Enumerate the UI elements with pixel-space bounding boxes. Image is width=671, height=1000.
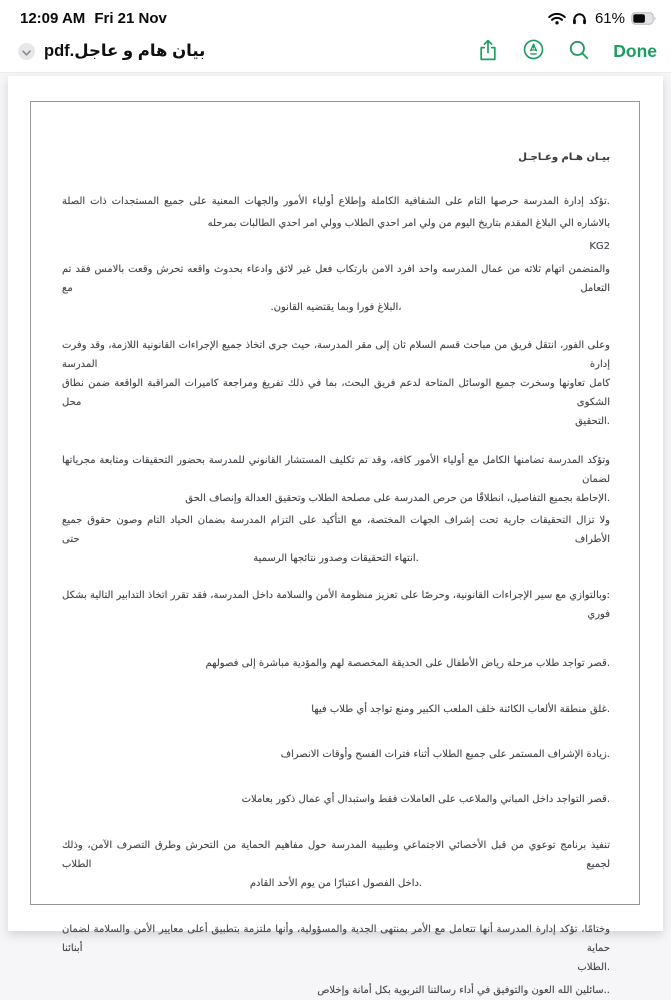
document-line: .تؤكد إدارة المدرسة حرصها التام على الشفافية الكاملة وإطلاع أولياء الأمور والجهات المعنية على جميع المستجدات ذات الصلة [62, 196, 610, 207]
headphones-icon [572, 11, 587, 25]
document-line: كامل تعاونها وسخرت جميع الوسائل المتاحة لدعم فريق البحث، بما في ذلك تفريغ ومراجعة كاميرات المراقبة الواقعة ضمن نطاق الشكوى محل [62, 378, 610, 408]
done-button[interactable]: Done [613, 40, 657, 61]
file-chevron-button[interactable] [18, 43, 35, 60]
battery-icon [631, 12, 657, 25]
status-bar [0, 0, 671, 30]
chevron-down-icon [22, 44, 31, 59]
document-line: وختامًا، تؤكد إدارة المدرسة أنها تتعامل مع الأمر بمنتهى الجدية والمسؤولية، وأنها ملتزمة بتطبيق أعلى معايير الأمن والسلامة لضمان حماية أبنائنا [62, 924, 610, 954]
document-line: .انتهاء التحقيقات وصدور نتائجها الرسمية [253, 553, 419, 564]
document-line: :وبالتوازي مع سير الإجراءات القانونية، وحرصًا على تعزيز منظومة الأمن والسلامة داخل المدرسة، فقد تقرر اتخاذ التدابير التالية بشكل فوري [62, 590, 610, 620]
pdf-viewer[interactable] [0, 73, 671, 996]
toolbar [0, 30, 671, 73]
document-line: .داخل الفصول اعتبارًا من يوم الأحد القادم [249, 878, 423, 889]
scan-border [30, 101, 640, 996]
document-line: ولا تزال التحقيقات جارية تحت إشراف الجهات المختصة، مع التأكيد على التزام المدرسة بضمان الحياد التام وصون حقوق جميع الأطراف حتى [62, 515, 610, 545]
document-line: تنفيذ برنامج توعوي من قبل الأخصائي الاجتماعي وطبيبة المدرسة حول مفاهيم الحماية من التحرش وطرق التصرف الآمن، وذلك لجميع الطلاب [62, 840, 610, 870]
search-button[interactable] [568, 39, 590, 64]
document-line: بالاشاره الي البلاغ المقدم بتاريخ اليوم من ولي امر احدي الطلاب وولي امر احدي الطالبات بمرحله [207, 218, 610, 229]
file-title: بيان هام و عاجل.pdf [44, 42, 206, 60]
document-line: والمتضمن اتهام ثلاثه من عمال المدرسه واحد افرد الامن بارتكاب فعل غير لائق وادعاء بحدوث واقعه تحرش وقعت بالامس فقد تم التعامل مع [62, 264, 610, 294]
document-line: ،البلاغ فورا وبما يقتضيه القانون. [270, 302, 402, 313]
document-line: KG2 [589, 241, 610, 252]
document-line: وتؤكد المدرسة تضامنها الكامل مع أولياء الأمور كافة، وقد تم تكليف المستشار القانوني للمدرسة بحضور التحقيقات ومتابعة مجرياتها لضمان [62, 455, 610, 485]
time-label: 12:09 AM [20, 9, 86, 27]
battery-percent: 61% [594, 9, 625, 27]
document-line: .قصر تواجد طلاب مرحلة رياض الأطفال على الحديقة المخصصة لهم والمؤدية مباشرة إلى فصولهم [205, 658, 610, 669]
document-line: بيـان هـام وعـاجـل [518, 152, 610, 163]
share-icon [477, 38, 499, 65]
document-line: .الإحاطة بجميع التفاصيل، انطلاقًا من حرص المدرسة على مصلحة الطلاب وتحقيق العدالة وإنصاف الحق [185, 493, 610, 504]
search-icon [568, 39, 590, 64]
document-line: .زيادة الإشراف المستمر على جميع الطلاب أثناء فترات الفسح وأوقات الانصراف [280, 749, 610, 760]
document-line: .الطلاب [577, 962, 610, 973]
document-page [8, 76, 663, 996]
share-button[interactable] [477, 38, 499, 65]
document-line: .قصر التواجد داخل المباني والملاعب على العاملات فقط واستبدال أي عمال ذكور بعاملات [241, 794, 610, 805]
date-label: Fri 21 Nov [94, 9, 167, 27]
document-line: وعلى الفور، انتقل فريق من مباحث قسم السلام ثان إلى مقر المدرسة، حيث جرى اتخاذ جميع الإجراءات القانونية اللازمة، وقد وفرت إدارة المدرسة [62, 340, 610, 370]
document-line: .غلق منطقة الألعاب الكائنة خلف الملعب الكبير ومنع تواجد أي طلاب فيها [311, 704, 610, 715]
document-text [31, 102, 639, 996]
document-line: .التحقيق [575, 416, 610, 427]
markup-button[interactable] [522, 38, 545, 64]
wifi-icon [548, 12, 566, 25]
document-line: ..سائلين الله العون والتوفيق في أداء رسالتنا التربوية بكل أمانة وإخلاص [317, 985, 610, 996]
markup-icon [522, 38, 545, 64]
